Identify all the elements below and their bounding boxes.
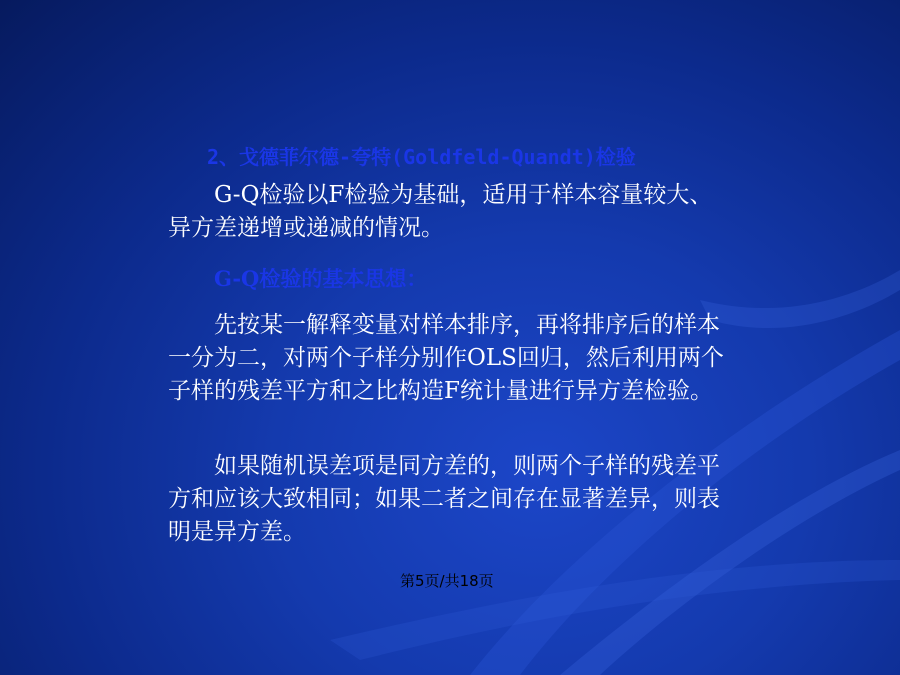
paragraph-intro: G-Q检验以F检验为基础，适用于样本容量较大、异方差递增或递减的情况。 bbox=[168, 182, 713, 241]
page-number-footer: 第5页/共18页 bbox=[400, 572, 494, 590]
slide-heading: 2、戈德菲尔德-夸特(Goldfeld-Quandt)检验 bbox=[207, 145, 636, 169]
slide-subheading: G-Q检验的基本思想： bbox=[214, 266, 428, 291]
paragraph-method: 先按某一解释变量对样本排序，再将排序后的样本一分为二，对两个子样分别作OLS回归，然后利用两个子样的残差平方和之比构造F统计量进行异方差检验。 bbox=[168, 312, 724, 404]
paragraph-conclusion: 如果随机误差项是同方差的，则两个子样的残差平方和应该大致相同；如果二者之间存在显著差异，则表明是异方差。 bbox=[168, 453, 720, 545]
